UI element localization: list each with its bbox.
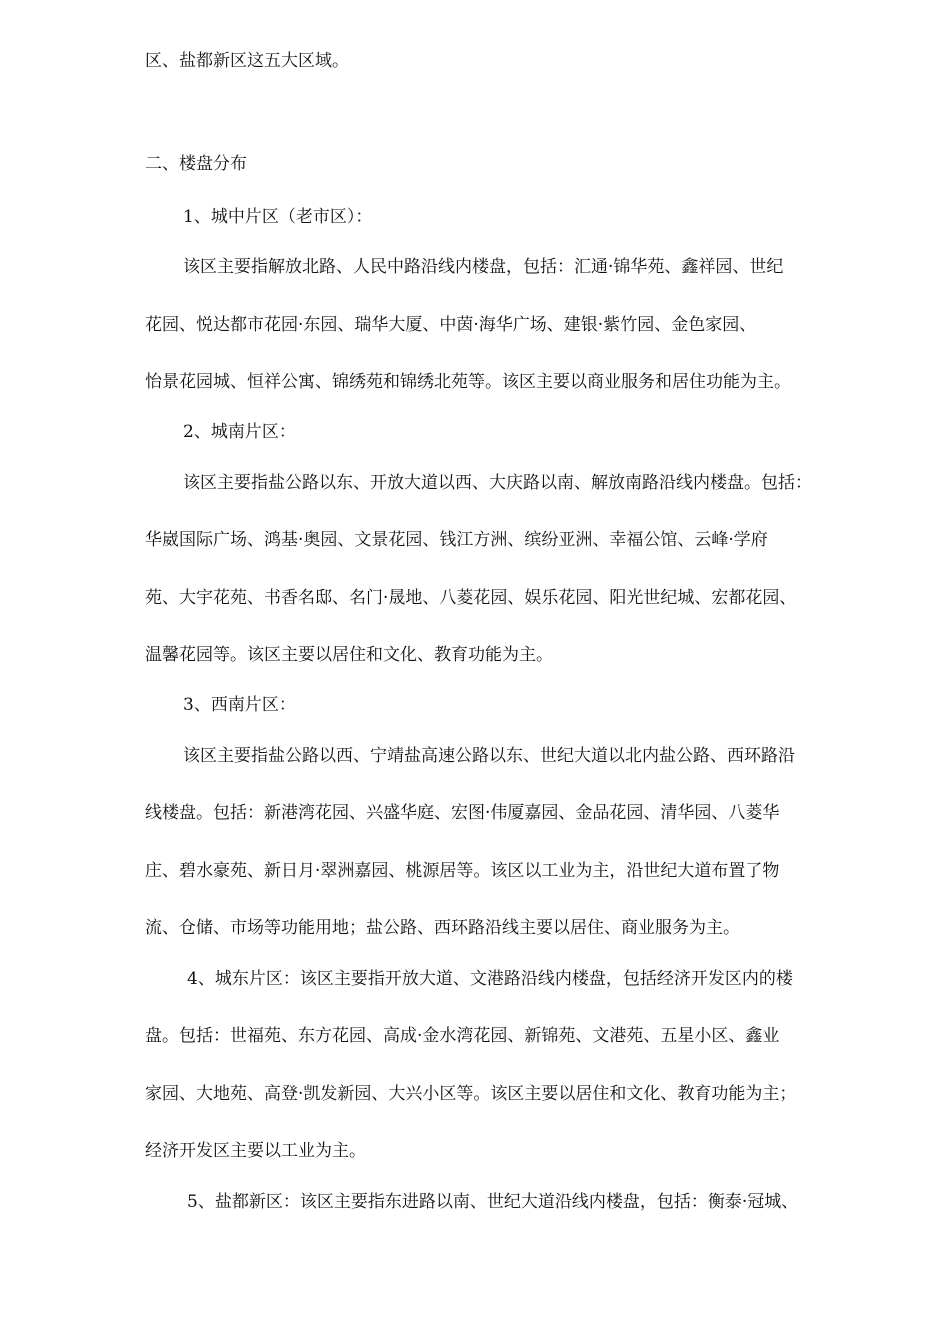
text-line: 5、盐都新区：该区主要指东进路以南、世纪大道沿线内楼盘，包括：衡泰·冠城、 [187, 1192, 799, 1212]
text-line: 区、盐都新区这五大区域。 [145, 51, 349, 71]
text-line: 庄、碧水豪苑、新日月·翠洲嘉园、桃源居等。该区以工业为主，沿世纪大道布置了物 [145, 861, 780, 881]
text-line: 该区主要指解放北路、人民中路沿线内楼盘，包括：汇通·锦华苑、鑫祥园、世纪 [183, 257, 784, 277]
section-heading: 二、楼盘分布 [145, 154, 247, 174]
text-line: 经济开发区主要以工业为主。 [145, 1141, 366, 1161]
subsection-heading: 2、城南片区： [183, 422, 296, 442]
text-line: 线楼盘。包括：新港湾花园、兴盛华庭、宏图·伟厦嘉园、金品花园、清华园、八菱华 [145, 803, 780, 823]
text-line: 家园、大地苑、高登·凯发新园、大兴小区等。该区主要以居住和文化、教育功能为主； [145, 1084, 797, 1104]
text-line: 流、仓储、市场等功能用地；盐公路、西环路沿线主要以居住、商业服务为主。 [145, 918, 740, 938]
subsection-heading: 3、西南片区： [183, 695, 296, 715]
text-line: 苑、大宇花苑、书香名邸、名门·晟地、八菱花园、娱乐花园、阳光世纪城、宏都花园、 [145, 588, 797, 608]
text-line: 该区主要指盐公路以东、开放大道以西、大庆路以南、解放南路沿线内楼盘。包括： [183, 473, 812, 493]
text-line: 怡景花园城、恒祥公寓、锦绣苑和锦绣北苑等。该区主要以商业服务和居住功能为主。 [145, 372, 791, 392]
text-line: 盘。包括：世福苑、东方花园、高成·金水湾花园、新锦苑、文港苑、五星小区、鑫业 [145, 1026, 780, 1046]
subsection-heading: 1、城中片区（老市区）： [183, 207, 373, 227]
text-line: 4、城东片区：该区主要指开放大道、文港路沿线内楼盘，包括经济开发区内的楼 [187, 969, 793, 989]
text-line: 花园、悦达都市花园·东园、瑞华大厦、中茵·海华广场、建银·紫竹园、金色家园、 [145, 315, 757, 335]
text-line: 该区主要指盐公路以西、宁靖盐高速公路以东、世纪大道以北内盐公路、西环路沿 [183, 746, 795, 766]
text-line: 温馨花园等。该区主要以居住和文化、教育功能为主。 [145, 645, 553, 665]
text-line: 华崴国际广场、鸿基·奥园、文景花园、钱江方洲、缤纷亚洲、幸福公馆、云峰·学府 [145, 530, 768, 550]
